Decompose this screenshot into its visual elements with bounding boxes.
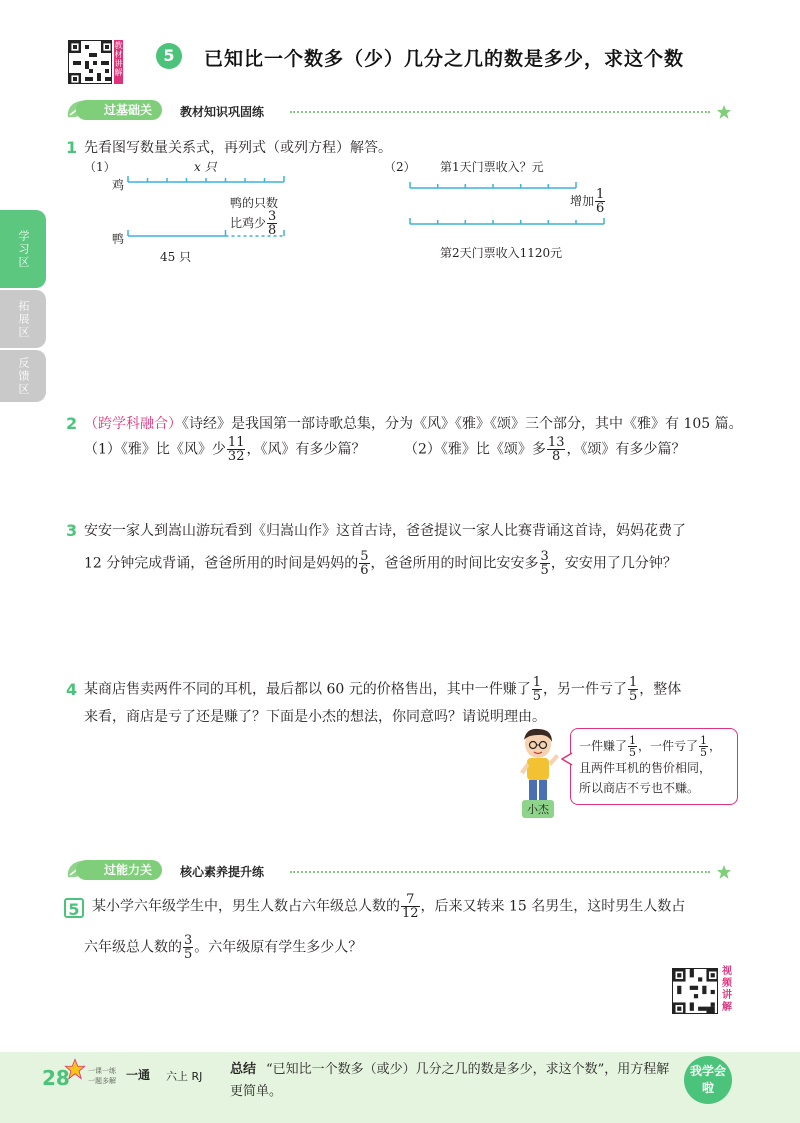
question-number: 4 [66,680,78,699]
section-divider [290,111,710,113]
fraction-denominator: 8 [552,449,561,464]
q5-text-c: 六年级总人数的 [84,939,182,956]
fraction-numerator: 1 [629,675,638,690]
question-4-line-2: 来看，商店是亏了还是赚了？下面是小杰的想法，你同意吗？请说明理由。 [84,709,546,725]
boy-character-illustration [512,728,564,806]
q5-text-a: 某小学六年级学生中，男生人数占六年级总人数的 [92,898,400,915]
question-2-body: 《诗经》是我国第一部诗歌总集，分为《风》《雅》《颂》三个部分，其中《雅》有 105 篇。 [182,416,743,432]
brand-name: 一通 [126,1068,151,1082]
fraction-numerator: 3 [540,549,549,564]
diagram-2-day2-label: 第2天门票收入1120元 [440,246,563,260]
bubble-text-b: ，一件亏了 [638,739,699,753]
summary-line-1 [230,1058,669,1077]
diagram-2-increase [570,188,606,215]
q4-text-a: 某商店售卖两件不同的耳机，最后都以 60 元的价格售出，其中一件赚了 [84,681,531,698]
question-number: 1 [66,138,78,157]
cross-discipline-tag: （跨学科融合） [84,416,182,432]
side-tab-extend[interactable]: 拓展区 [0,290,46,348]
diagram-1-duck-label: 鸭 [112,232,125,246]
question-5-line-1 [92,893,685,920]
fraction-denominator: 6 [360,563,369,578]
section-basic-pill: 过基础关 [76,100,162,120]
brand-small-1: 一课一练 [88,1067,116,1075]
star-mascot-icon [64,1058,86,1080]
page-number: 28 [42,1066,70,1090]
question-3-line-2 [84,550,677,577]
fraction-denominator: 5 [700,746,708,759]
bubble-line-1 [579,735,729,758]
star-icon [716,864,732,880]
q3-text-b: ，爸爸所用的时间比安安多 [370,555,539,572]
fraction-denominator: 12 [402,906,419,921]
grade-label: 六上 RJ [166,1070,203,1083]
fraction-numerator: 1 [596,187,605,202]
diagram-1-duck-note-1: 鸭的只数 [230,196,279,210]
fraction-numerator: 7 [401,893,420,907]
question-number: 5 [68,900,80,919]
section-divider [290,871,710,873]
diagram-2-increase-text: 增加 [570,194,595,208]
fraction [183,934,193,961]
fraction [267,210,277,237]
fraction [532,676,542,703]
fraction [227,436,246,463]
qr-side-label: 教材讲解 [114,40,123,84]
diagram-1-x-label: x 只 [194,160,217,174]
part-2-text-a: （2）《雅》比《颂》多 [404,441,546,458]
diagram-1-chicken-label: 鸡 [112,178,125,192]
learned-stamp: 我学会啦 [684,1056,732,1104]
section-ability-pill: 过能力关 [76,860,162,880]
question-number: 2 [66,414,78,433]
question-5-number-box [64,898,84,918]
section-ability-subtitle: 核心素养提升练 [180,865,265,879]
fraction-denominator: 6 [596,201,605,216]
question-1-text: 先看图写数量关系式，再列式（或列方程）解答。 [84,140,392,156]
q4-text-c: ，整体 [639,681,682,698]
bubble-line-2: 且两件耳机的售价相同， [579,761,712,775]
question-4-line-1 [84,676,681,703]
q5-text-b: ，后来又转来 15 名男生，这时男生人数占 [420,898,686,915]
part-1-text-b: ，《风》有多少篇？ [246,441,366,458]
bubble-tail [561,752,573,766]
question-number: 3 [66,521,78,540]
lesson-number-badge: 5 [156,43,182,69]
fraction-numerator: 11 [227,435,245,450]
fraction [401,893,420,920]
fraction-numerator: 13 [547,435,565,450]
fraction [547,436,566,463]
fraction [540,550,550,577]
fraction-denominator: 32 [227,449,245,464]
fraction-numerator: 1 [629,734,637,747]
diagram-1-duck-note-2 [230,210,278,237]
q3-text-c: ，安安用了几分钟？ [550,555,677,572]
q5-text-d: 。六年级原有学生多少人？ [194,939,363,956]
fraction-denominator: 5 [629,746,637,759]
fraction-denominator: 5 [540,563,549,578]
fraction-denominator: 5 [629,689,638,704]
fraction-numerator: 1 [532,675,541,690]
qr-code-top[interactable] [68,40,112,84]
diagram-1-label: （1） [84,160,116,174]
question-3-line-1: 安安一家人到嵩山游玩看到《归嵩山作》这首古诗，爸爸提议一家人比赛背诵这首诗，妈妈花费了 [84,523,686,539]
fraction [699,735,708,758]
fraction [628,735,637,758]
q4-text-b: ，另一件亏了 [543,681,627,698]
fraction-denominator: 5 [532,689,541,704]
side-tab-study[interactable]: 学习区 [0,210,46,288]
fraction-numerator: 3 [268,209,277,224]
fraction-denominator: 8 [268,223,277,238]
fraction-numerator: 1 [700,734,708,747]
character-name: 小杰 [522,800,554,818]
video-label: 视频讲解 [722,966,732,1013]
bubble-text-a: 一件赚了 [579,739,628,753]
fraction-numerator: 5 [360,549,369,564]
diagram-1-duck-count: 45 只 [160,250,192,264]
fraction [628,676,638,703]
diagram-1-duck-note-2-text: 比鸡少 [230,216,267,230]
question-2-text [84,413,743,435]
diagram-2-day1-label: 第1天门票收入？元 [440,160,544,174]
fraction-denominator: 5 [184,947,193,962]
summary-label: 总结 [230,1062,257,1077]
diagram-2-label: （2） [384,160,416,174]
section-basic-subtitle: 教材知识巩固练 [180,105,265,119]
part-2-text-b: ，《颂》有多少篇？ [566,441,686,458]
bubble-text-c: ， [709,739,722,753]
qr-code-video[interactable] [672,968,718,1014]
fraction-numerator: 3 [184,933,193,948]
fraction [595,188,605,215]
question-5-line-2 [84,934,362,961]
fraction [359,550,369,577]
summary-line-2: 更简单。 [230,1084,283,1099]
side-tab-feedback[interactable]: 反馈区 [0,350,46,402]
speech-bubble [570,728,738,805]
question-2-part-1 [84,436,365,463]
summary-text-1: “已知比一个数多（或少）几分之几的数是多少，求这个数”，用方程解 [266,1062,670,1077]
bubble-line-3: 所以商店不亏也不赚。 [579,781,700,795]
star-icon [716,104,732,120]
q3-text-a: 12 分钟完成背诵，爸爸所用的时间是妈妈的 [84,555,359,572]
brand-small-2: 一题多解 [88,1077,116,1085]
part-1-text-a: （1）《雅》比《风》少 [84,441,226,458]
lesson-title: 已知比一个数多（少）几分之几的数是多少，求这个数 [204,48,685,70]
question-2-part-2 [404,436,685,463]
